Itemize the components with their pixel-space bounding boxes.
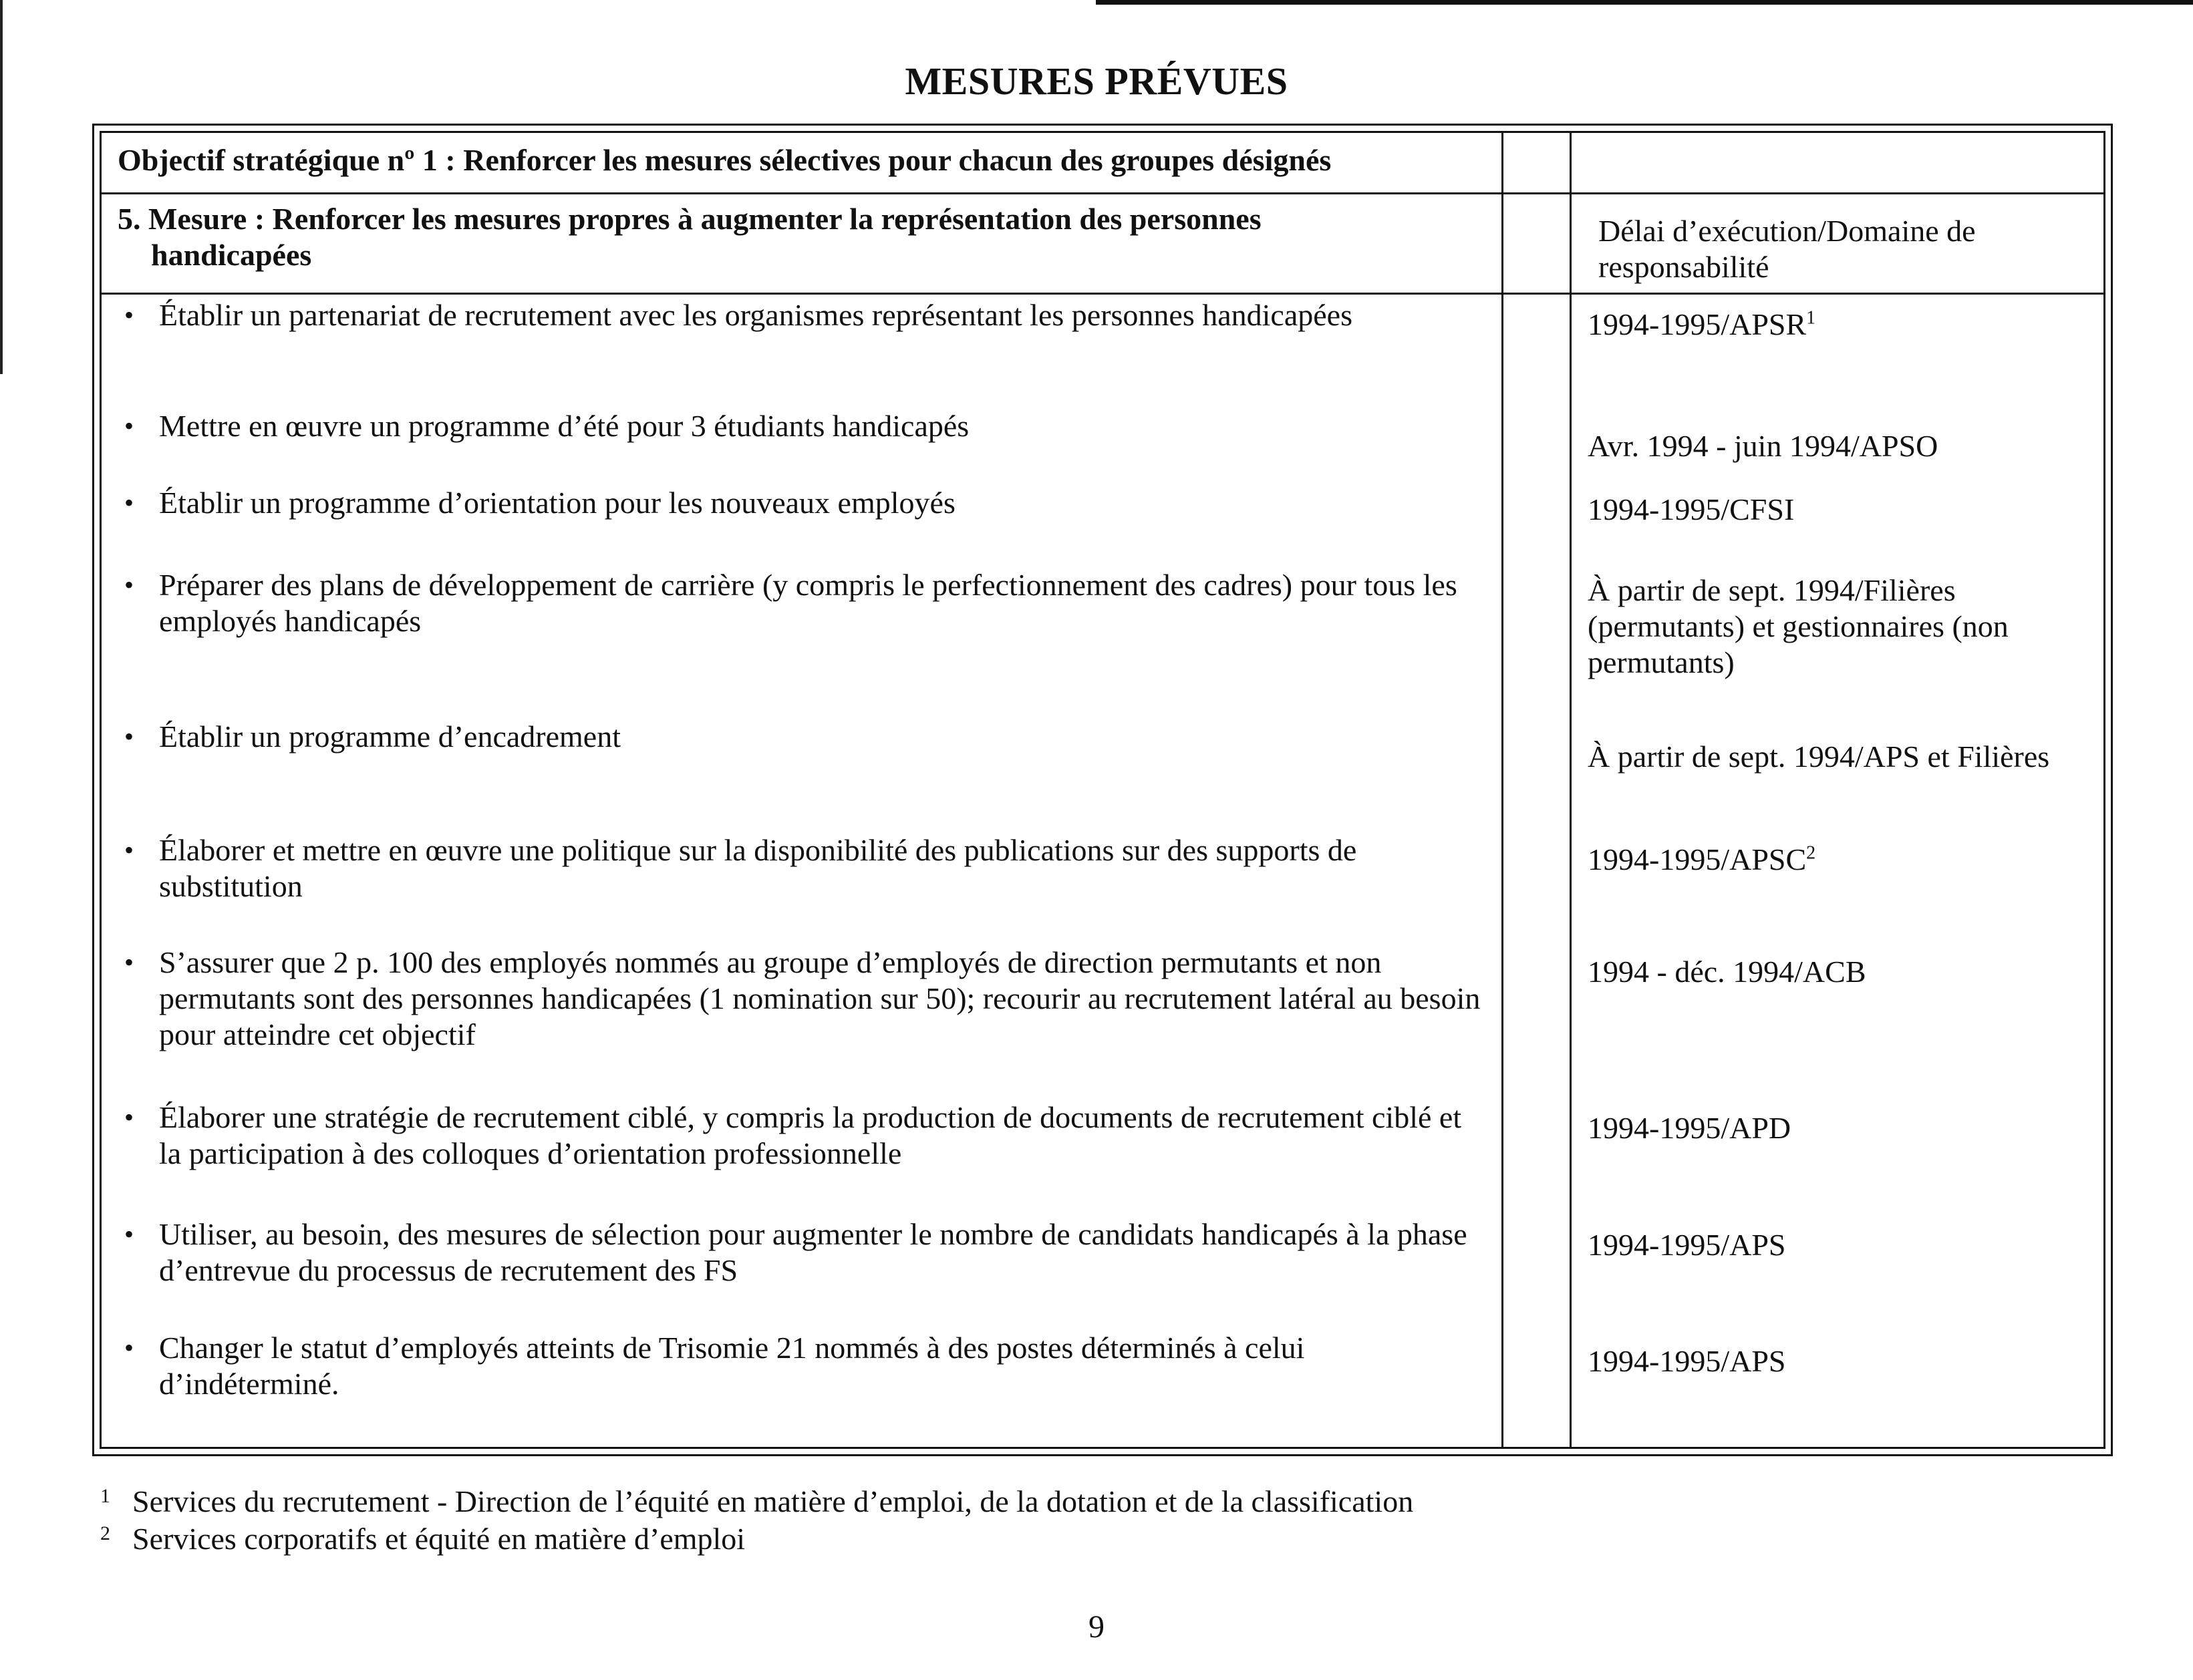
bullet-icon: • (124, 1102, 134, 1132)
bullet-icon: • (124, 411, 134, 441)
responsibility-item (1588, 832, 2097, 945)
bullet-icon: • (124, 835, 134, 865)
bullet-icon: • (124, 721, 134, 751)
responsibility-text: À partir de sept. 1994/APS et Filières (1588, 739, 2050, 774)
actions-row (101, 294, 2105, 1448)
action-item (120, 567, 1488, 719)
measure-spacer-cell (1503, 194, 1571, 294)
footnote-number: 1 (100, 1485, 110, 1507)
responsibility-item (1588, 408, 2097, 485)
responsibility-item (1588, 1330, 2097, 1407)
responsibility-item (1588, 945, 2097, 1100)
footnote-ref: 1 (1806, 307, 1816, 329)
bullet-icon: • (124, 947, 134, 977)
action-text: Préparer des plans de développement de carrière (y compris le perfectionnement des cadres) pour tous les employés handicapés (159, 568, 1457, 638)
responsibility-text: 1994-1995/APS (1588, 1228, 1786, 1262)
action-text: Établir un programme d’encadrement (159, 719, 621, 753)
scan-edge-mark (0, 0, 3, 374)
objective-empty-cell (1571, 132, 2105, 194)
objective-spacer-cell (1503, 132, 1571, 194)
responsibility-text: 1994-1995/APD (1588, 1111, 1791, 1145)
page-number: 9 (1088, 1609, 1105, 1645)
responsibility-text: 1994-1995/APS (1588, 1344, 1786, 1378)
actions-spacer-cell (1503, 294, 1571, 1448)
action-text: Élaborer et mettre en œuvre une politique sur la disponibilité des publications sur des supports de substitution (159, 833, 1357, 903)
action-item (120, 832, 1488, 945)
objective-row (101, 132, 2105, 194)
measure-row (101, 194, 2105, 294)
responsibility-item (1588, 297, 2097, 408)
footnote-ref: 2 (1806, 842, 1816, 864)
responsibility-text: À partir de sept. 1994/Filières (permutants) et gestionnaires (non permutants) (1588, 573, 2009, 679)
action-text: Mettre en œuvre un programme d’été pour 3 étudiants handicapés (159, 409, 970, 443)
responsibility-text: 1994-1995/APSC (1588, 842, 1807, 876)
measure-heading-line2: handicapées (151, 238, 312, 272)
action-text: Établir un partenariat de recrutement avec les organismes représentant les personnes handicapées (159, 298, 1353, 332)
footnote (100, 1520, 1413, 1558)
action-text: Établir un programme d’orientation pour les nouveaux employés (159, 486, 956, 520)
bullet-icon: • (124, 488, 134, 518)
bullet-icon: • (124, 1219, 134, 1249)
bullet-icon: • (124, 300, 134, 330)
objective-heading: Objectif stratégique nº 1 : Renforcer les mesures sélectives pour chacun des groupes désignés (101, 132, 1503, 194)
responsibility-item (1588, 719, 2097, 832)
action-item (120, 297, 1488, 408)
responsibility-column-header: Délai d’exécution/Domaine de responsabilité (1571, 194, 2105, 294)
bullet-icon: • (124, 570, 134, 600)
action-item (120, 945, 1488, 1100)
action-text: Utiliser, au besoin, des mesures de sélection pour augmenter le nombre de candidats handicapés à la phase d’entrevue du processus de recrutement des FS (159, 1217, 1467, 1287)
responsibility-list (1571, 294, 2105, 1448)
measures-table-frame (92, 124, 2113, 1456)
footnotes (100, 1483, 1413, 1558)
top-rule (1096, 0, 2193, 5)
responsibility-item (1588, 1100, 2097, 1216)
action-item (120, 408, 1488, 485)
action-text: Élaborer une stratégie de recrutement ciblé, y compris la production de documents de recrutement ciblé et la participation à des colloques d’orientation professionnelle (159, 1100, 1462, 1170)
action-item (120, 719, 1488, 832)
action-item (120, 485, 1488, 567)
measures-table (100, 131, 2105, 1449)
actions-list (101, 294, 1503, 1448)
action-text: S’assurer que 2 p. 100 des employés nommés au groupe d’employés de direction permutants et non permutants sont des personnes handicapées (1 nomination sur 50); recourir au recrutement latéral au besoin pour atteindre cet objectif (159, 945, 1481, 1051)
footnote-number: 2 (100, 1522, 110, 1544)
measure-heading (101, 194, 1503, 294)
footnote-text: Services corporatifs et équité en matière d’emploi (132, 1522, 746, 1556)
footnote-text: Services du recrutement - Direction de l’équité en matière d’emploi, de la dotation et de la classification (132, 1484, 1414, 1518)
responsibility-text: Avr. 1994 - juin 1994/APSO (1588, 429, 1938, 463)
action-item (120, 1100, 1488, 1216)
responsibility-item (1588, 1216, 2097, 1330)
responsibility-text: 1994 - déc. 1994/ACB (1588, 955, 1866, 989)
action-item (120, 1330, 1488, 1407)
footnote (100, 1483, 1413, 1520)
measure-heading-line1: 5. Mesure : Renforcer les mesures propres à augmenter la représentation des personnes (118, 202, 1262, 236)
responsibility-text: 1994-1995/CFSI (1588, 492, 1795, 526)
responsibility-item (1588, 485, 2097, 567)
responsibility-text: 1994-1995/APSR (1588, 307, 1807, 341)
responsibility-item (1588, 567, 2097, 719)
bullet-icon: • (124, 1333, 134, 1363)
action-item (120, 1216, 1488, 1330)
action-text: Changer le statut d’employés atteints de Trisomie 21 nommés à des postes déterminés à celui d’indéterminé. (159, 1331, 1305, 1401)
page-title: MESURES PRÉVUES (905, 59, 1288, 103)
